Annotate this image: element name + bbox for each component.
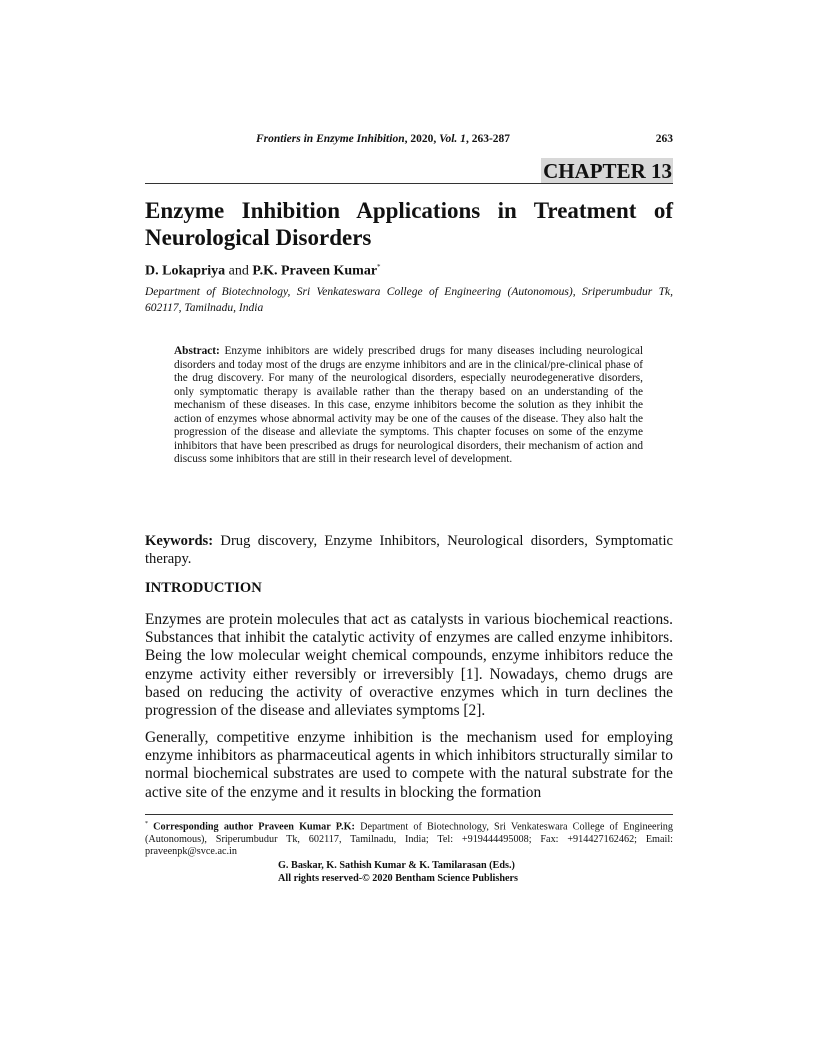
footnote-text: Department of Biotechnology, Sri Venkateswara College of Engineering (Autonomous), Sriperumbudur Tk, 602117, Tamilnadu, India; Tel: +919444495008; Fax: +914427162462; Email: praveenpk@svce.ac.in [145, 821, 673, 858]
author-line: D. Lokapriya and P.K. Praveen Kumar* [145, 263, 381, 279]
abstract-label: Abstract: [174, 345, 220, 357]
chapter-title: Enzyme Inhibition Applications in Treatment of Neurological Disorders [145, 198, 673, 250]
publisher-notice [278, 859, 518, 885]
page-number: 263 [655, 133, 673, 145]
header-rule [145, 183, 673, 184]
affiliation: Department of Biotechnology, Sri Venkateswara College of Engineering (Autonomous), Sriperumbudur Tk, 602117, Tamilnadu, India [145, 286, 673, 314]
keywords-text: Drug discovery, Enzyme Inhibitors, Neurological disorders, Symptomatic therapy. [145, 533, 673, 567]
abstract [174, 345, 643, 467]
footnote-rule [145, 814, 673, 815]
rights-line: All rights reserved-© 2020 Bentham Science Publishers [278, 873, 519, 884]
author-name: D. Lokapriya [145, 263, 226, 279]
abstract-text: Enzyme inhibitors are widely prescribed drugs for many diseases including neurological disorders and today most of the drugs are enzyme inhibitors and are in the clinical/pre-clinical phase of the drug discovery. For many of the neurological disorders, especially neurodegenerative disorders, only symptomatic therapy is available rather than the therapy based on an understanding of the mechanism of these diseases. In this case, enzyme inhibitors become the solution as they inhibit the action of enzymes whose abnormal activity may be one of the causes of the disease. They also halt the progression of the disease and alleviate the symptoms. This chapter focuses on some of the enzyme inhibitors that have been prescribed as drugs for neurological disorders, their mechanism of action and discuss some inhibitors that are still in their research level of development. [174, 345, 643, 466]
corresponding-mark: * [377, 263, 381, 271]
footnote-label: Corresponding author Praveen Kumar P.K: [148, 821, 355, 833]
body-paragraph: Generally, competitive enzyme inhibition is the mechanism used for employing enzyme inhibitors as pharmaceutical agents in which inhibitors structurally similar to normal biochemical substrates are used to compete with the natural substrate for the active site of the enzyme and it results in blocking the formation [145, 729, 673, 801]
running-head [145, 133, 673, 149]
journal-citation: Frontiers in Enzyme Inhibition, 2020, Vol. 1, 263-287 [256, 133, 511, 145]
body-paragraph: Enzymes are protein molecules that act as catalysts in various biochemical reactions. Substances that inhibit the catalytic activity of enzymes are called enzyme inhibitors. Being the low molecular weight chemical compounds, enzyme inhibitors reduce the enzyme activity either reversibly or irreversibly [1]. Nowadays, chemo drugs are based on reducing the activity of overactive enzymes which in turn declines the progression of the disease and alleviates symptoms [2]. [145, 611, 673, 720]
keywords-label: Keywords: [145, 533, 214, 549]
footnote: * Corresponding author Praveen Kumar P.K: Department of Biotechnology, Sri Venkateswara College of Engineering (Autonomous), Sriperumbudur Tk, 602117, Tamilnadu, India; Tel: +919444495008; Fax: +914427162462; Email: praveenpk@svce.ac.in [145, 821, 673, 858]
author-name: P.K. Praveen Kumar [252, 263, 378, 279]
section-heading: INTRODUCTION [145, 580, 262, 596]
editors-line: G. Baskar, K. Sathish Kumar & K. Tamilarasan (Eds.) [278, 860, 515, 871]
keywords [145, 532, 673, 568]
chapter-label: CHAPTER 13 [543, 159, 672, 183]
